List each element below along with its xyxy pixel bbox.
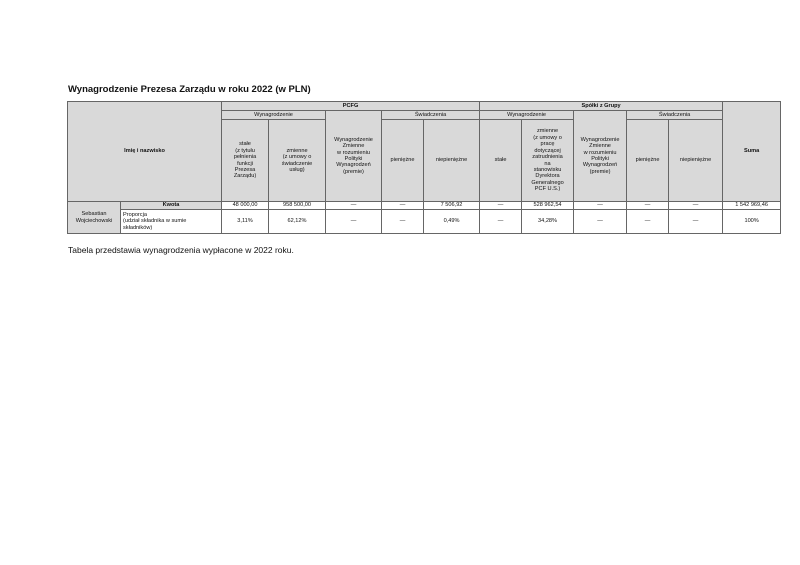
swiadczenia-spolki-header: Świadczenia — [627, 111, 723, 120]
cell-value: — — [480, 210, 522, 234]
cell-value-sum: 1 542 969,46 — [723, 202, 781, 210]
zmienne-spolki-header: zmienne (z umowy o pracę dotyczącej zatrudnienia na stanowisku Dyrektora Generalnego PCF U.S.) — [522, 120, 574, 202]
cell-value: — — [382, 202, 424, 210]
wynagrodzenie-pcfg-header: Wynagrodzenie — [222, 111, 326, 120]
cell-value: — — [326, 202, 382, 210]
cell-value: — — [382, 210, 424, 234]
cell-value: 7 506,92 — [424, 202, 480, 210]
cell-value: — — [574, 202, 627, 210]
cell-value: 48 000,00 — [222, 202, 269, 210]
stale-pcfg-header: stałe (z tytułu pełnienia funkcji Prezesa Zarządu) — [222, 120, 269, 202]
table-row — [68, 202, 781, 210]
cell-value: — — [574, 210, 627, 234]
cell-value: 62,12% — [269, 210, 326, 234]
swiadczenia-pcfg-header: Świadczenia — [382, 111, 480, 120]
cell-value: 958 500,00 — [269, 202, 326, 210]
cell-value: 34,28% — [522, 210, 574, 234]
cell-value: — — [669, 210, 723, 234]
cell-value-sum: 100% — [723, 210, 781, 234]
cell-value: 0,49% — [424, 210, 480, 234]
wynagrodzenie-zmienne-pcfg-header: Wynagrodzenie Zmienne w rozumieniu Polityki Wynagrodzeń (premie) — [326, 111, 382, 202]
cell-value: 528 962,54 — [522, 202, 574, 210]
stale-spolki-header: stałe — [480, 120, 522, 202]
table-title: Wynagrodzenie Prezesa Zarządu w roku 2022 (w PLN) — [68, 84, 311, 95]
wynagrodzenie-zmienne-spolki-header: Wynagrodzenie Zmienne w rozumieniu Polityki Wynagrodzeń (premie) — [574, 111, 627, 202]
row-label-proporcja: Proporcja (udział składnika w sumie składników) — [121, 210, 222, 234]
name-header: Imię i nazwisko — [68, 102, 222, 202]
row-label-kwota: Kwota — [121, 202, 222, 210]
cell-value: — — [627, 202, 669, 210]
cell-value: — — [669, 202, 723, 210]
pieniezne-spolki-header: pieniężne — [627, 120, 669, 202]
wynagrodzenie-spolki-header: Wynagrodzenie — [480, 111, 574, 120]
group-pcfg-header: PCFG — [222, 102, 480, 111]
cell-value: — — [627, 210, 669, 234]
cell-value: 3,11% — [222, 210, 269, 234]
remuneration-table — [67, 101, 781, 234]
zmienne-pcfg-header: zmienne (z umowy o świadczenie usług) — [269, 120, 326, 202]
cell-value: — — [480, 202, 522, 210]
cell-value: — — [326, 210, 382, 234]
sum-header: Suma — [723, 102, 781, 202]
table-note: Tabela przedstawia wynagrodzenia wypłacone w 2022 roku. — [68, 245, 294, 255]
niepieniezne-spolki-header: niepieniężne — [669, 120, 723, 202]
niepieniezne-pcfg-header: niepieniężne — [424, 120, 480, 202]
pieniezne-pcfg-header: pieniężne — [382, 120, 424, 202]
group-spolki-header: Spółki z Grupy — [480, 102, 723, 111]
person-name: Sebastian Wojciechowski — [68, 202, 121, 234]
table-row — [68, 210, 781, 234]
